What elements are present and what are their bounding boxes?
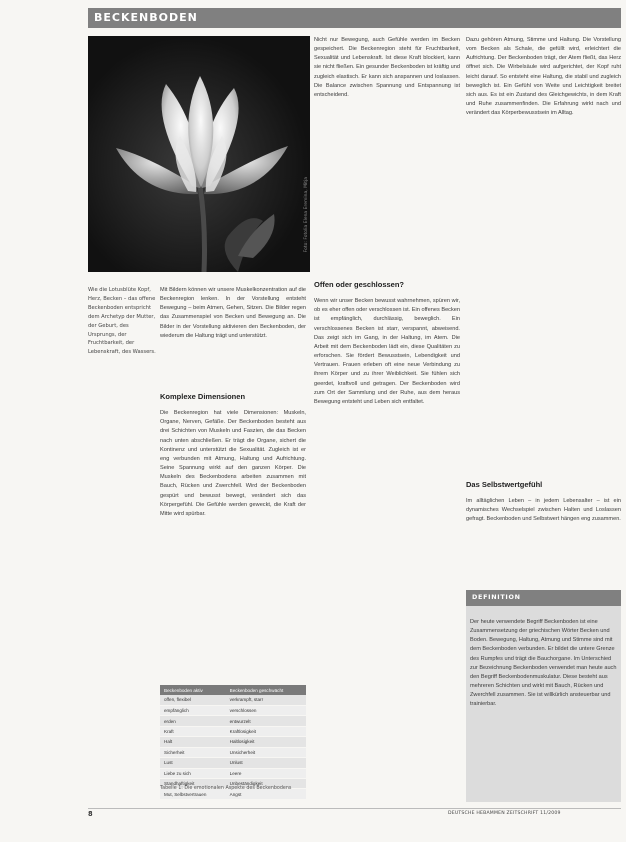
table-cell: erden [160,716,226,726]
col4-subhead: Das Selbstwertgefühl [466,480,543,489]
col3-body: Wenn wir unser Becken bewusst wahrnehmen, spüren wir, ob es eher offen oder verschlossen ist. Ein offenes Becken ist empfänglich, durchlässig, beweglich. Ein verschlossenes Becken ist starr, verspannt, abweisend. Das zeigt sich im Gang, in der Haltung, im Atem. Die Arbeit mit dem Beckenboden lädt ein, diese Qualitäten zu erforschen. Sie fördert Bewusstsein, Lebendigkeit und Vertrauen. Frauen erleben oft eine neue Verbindung zu ihrem Körper und zu ihrer Weiblichkeit. Sie fühlen sich geerdet, kraftvoll und getragen. Der Beckenboden wird zum Ort der Sammlung und der Ruhe, aus dem heraus Bewegung entsteht und Leben sich entfaltet. [314,298,460,405]
photo-credit: Foto: Fotolia Elena Eremina, Mitja [304,176,309,252]
section-header-bar [88,8,621,28]
emotion-table [160,685,306,800]
section-title: BECKENBODEN [94,11,198,24]
table-row [160,768,306,778]
table-cell: Standhaftigkeit [160,779,226,789]
table-cell: verschlossen [226,705,306,715]
table-cell: Mut, Selbstvertrauen [160,789,226,799]
table-cell: Sicherheit [160,747,226,757]
table-row [160,695,306,705]
column-4 [466,36,621,569]
table-cell: Halt [160,737,226,747]
col2-intro: Mit Bildern können wir unsere Muskelkonzentration auf die Beckenregion lenken. In der Vorstellung entsteht Bewegung – beim Atmen, Gehen, Sitzen. Die Bilder regen das Zusammenspiel von Becken und Bewegung an. Die Bilder in der Vorstellung aktivieren den Beckenboden, der wiederum die Haltung trägt und unterstützt. [160,287,306,339]
table-header-right: Beckenboden geschwächt [226,685,306,695]
table-row [160,716,306,726]
journal-name: DEUTSCHE HEBAMMEN ZEITSCHRIFT 11/2009 [448,811,561,816]
definition-header [466,590,621,606]
definition-text: Der heute verwendete Begriff Beckenboden ist eine Zusammensetzung der griechischen Wörter Becken und Boden. Bewegung, Haltung, Atmung und Stimme sind mit dem Beckenboden verbunden. Er bildet die untere Grenze des Rumpfes und trägt die Bauchorgane. Im Unterschied zur Bezeichnung Beckenboden verwendet man heute auch den Begriff Beckenbodenmuskulatur. Diese besteht aus mehreren Schichten und wirkt mit Bauch, Rücken und Zwerchfell zusammen. Sie ist willkürlich ansteuerbar und trainierbar. [470,619,617,708]
lotus-photo [88,36,310,272]
lotus-flower-image [88,36,310,272]
table-cell: Unbeständigkeit [226,779,306,789]
table-cell: empfänglich [160,705,226,715]
col3-subhead: Offen oder geschlossen? [314,280,405,289]
page-number: 8 [88,810,93,818]
column-3 [314,36,460,797]
table-cell: Unsicherheit [226,747,306,757]
table-row [160,737,306,747]
table-row [160,747,306,757]
col2-body: Die Beckenregion hat viele Dimensionen: Muskeln, Organe, Nerven, Gefäße. Der Beckenboden besteht aus drei Schichten von Muskeln und Faszien, die das Becken nach unten abschließen. Er trägt die Organe, sichert die Kontinenz und unterstützt die Sexualität. Zugleich ist er eng verbunden mit Atmung, Haltung und Aufrichtung. Seine Spannung wirkt auf den ganzen Körper. Die Muskeln des Beckenbodens arbeiten zusammen mit Bauch, Rücken und Zwerchfell. Wird der Beckenboden gespürt und bewusst bewegt, verändert sich das Körpergefühl. Die Gefühle werden geweckt, die Kraft der Mitte wird spürbar. [160,410,306,517]
table-cell: offen, flexibel [160,695,226,705]
table-row [160,758,306,768]
table-row [160,705,306,715]
table-cell: Lust [160,758,226,768]
table-header-row [160,685,306,695]
table-row [160,726,306,736]
column-2 [160,286,306,647]
col4-intro: Dazu gehören Atmung, Stimme und Haltung. Die Vorstellung vom Becken als Schale, die gefüllt wird, erleichtert die Aufrichtung. Der Beckenboden trägt, der Atem fließt, das Herz öffnet sich. Die Wirbelsäule wird aufgerichtet, der Kopf ruht leicht darauf. So entsteht eine Haltung, die stabil und zugleich beweglich ist. Ein Gefühl von Weite und Leichtigkeit breitet sich aus. Es ist ein Zustand des Gleichgewichts, in dem Kraft und Ruhe zusammenfinden. Die Erfahrung wirkt nach und verändert das Körperbewusstsein im Alltag. [466,37,621,117]
table-cell: verkrampft, starr [226,695,306,705]
table-cell: Haltlosigkeit [226,737,306,747]
table-cell: Liebe zu sich [160,768,226,778]
table-cell: Kraftlosigkeit [226,726,306,736]
table-cell: Unlust [226,758,306,768]
table-cell: Kraft [160,726,226,736]
table-cell: Angst [226,789,306,799]
table-cell: Leere [226,768,306,778]
table-caption: Tabelle 1: Die emotionalen Aspekte des Beckenbodens [160,786,292,791]
col3-intro: Nicht nur Bewegung, auch Gefühle werden im Becken gespeichert. Die Beckenregion steht für Fruchtbarkeit, Sexualität und Lebenskraft. Ist diese Kraft blockiert, kann sie nicht fließen. Ein gesunder Beckenboden ist kräftig und zugleich elastisch. Er kann sich anspannen und loslassen. Die Balance zwischen Spannung und Entspannung ist entscheidend. [314,37,460,98]
col4-body: Im alltäglichen Leben – in jedem Lebensalter – ist ein dynamisches Wechselspiel zwischen Halten und Loslassen gefragt. Beckenboden und Selbstwert hängen eng zusammen. [466,498,621,523]
footer-divider [88,808,621,809]
table-header-left: Beckenboden aktiv [160,685,226,695]
table-cell: entwurzelt [226,716,306,726]
definition-label: DEFINITION [472,593,521,601]
col2-subhead: Komplexe Dimensionen [160,392,246,401]
image-caption: Wie die Lotusblüte Kopf, Herz, Becken – das offene Beckenboden entspricht dem Archetyp der Mutter, der Geburt, des Ursprungs, der Fruchtbarkeit, der Lebenskraft, des Wassers. [88,287,156,356]
